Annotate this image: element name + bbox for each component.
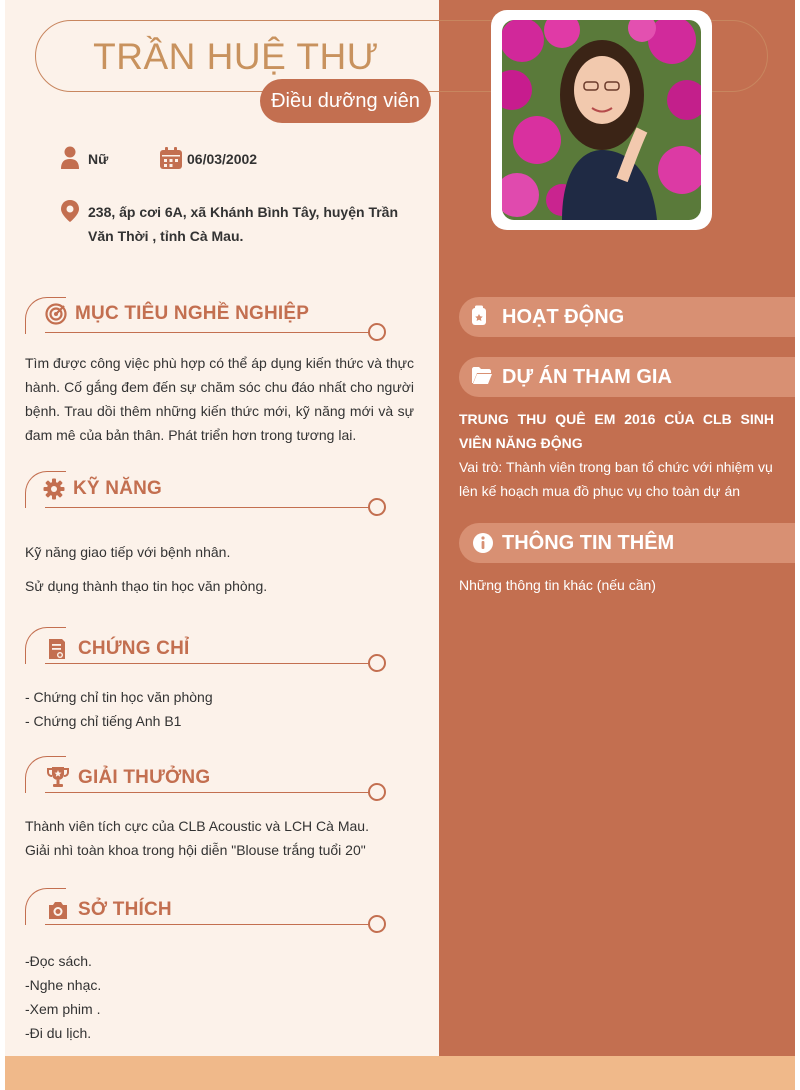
calendar-icon <box>159 146 183 170</box>
objective-text: Tìm được công việc phù hợp có thể áp dụng kiến thức và thực hành. Cố gắng đem đến sự chăm sóc chu đáo nhất cho người bệnh. Trau dồi thêm những kiến thức mới, kỹ năng mới và sự đam mê của bản thân. Phát triển hơn trong tương lai. <box>25 355 414 443</box>
section-dot <box>368 654 386 672</box>
activities-title: HOẠT ĐỘNG <box>502 306 625 328</box>
section-dot <box>368 498 386 516</box>
project-role: Vai trò: Thành viên trong ban tổ chức với nhiệm vụ lên kế hoạch mua đồ phục vụ cho toàn dự án <box>459 459 773 499</box>
profile-photo <box>502 20 701 220</box>
badge-icon <box>471 305 487 327</box>
user-icon <box>60 146 80 170</box>
gear-icon <box>43 478 65 500</box>
skills-title: KỸ NĂNG <box>73 478 163 499</box>
job-title-badge: Điều dưỡng viên <box>260 79 431 123</box>
award-item: Thành viên tích cực của CLB Acoustic và LCH Cà Mau. <box>25 818 369 834</box>
section-divider <box>45 332 370 333</box>
objective-title: MỤC TIÊU NGHỀ NGHIỆP <box>75 303 310 324</box>
section-dot <box>368 323 386 341</box>
certificate-icon <box>47 638 67 662</box>
trophy-icon <box>47 766 69 788</box>
candidate-name: TRẦN HUỆ THƯ <box>93 36 379 77</box>
section-divider <box>45 663 370 664</box>
section-divider <box>45 507 370 508</box>
certificate-item: - Chứng chỉ tiếng Anh B1 <box>25 713 182 729</box>
hobby-item: -Nghe nhạc. <box>25 977 102 993</box>
cv-page <box>5 0 795 1090</box>
project-name: TRUNG THU QUÊ EM 2016 CỦA CLB SINH VIÊN NĂNG ĐỘNG <box>459 411 774 451</box>
hobby-item: -Xem phim . <box>25 1001 101 1017</box>
hobbies-title: SỞ THÍCH <box>78 899 172 920</box>
certificate-item: - Chứng chỉ tin học văn phòng <box>25 689 213 705</box>
section-divider <box>45 792 370 793</box>
skill-item: Sử dụng thành thạo tin học văn phòng. <box>25 578 268 594</box>
certificates-title: CHỨNG CHỈ <box>78 638 190 659</box>
birthday-value: 06/03/2002 <box>187 151 258 167</box>
gender-value: Nữ <box>88 151 109 167</box>
map-pin-icon <box>60 199 80 223</box>
skill-item: Kỹ năng giao tiếp với bệnh nhân. <box>25 544 231 560</box>
folder-icon <box>471 366 493 386</box>
address-value: 238, ấp cơi 6A, xã Khánh Bình Tây, huyện Trần Văn Thời , tỉnh Cà Mau. <box>88 204 399 244</box>
footer-band <box>5 1056 795 1090</box>
section-divider <box>45 924 370 925</box>
section-dot <box>368 783 386 801</box>
hobby-item: -Đọc sách. <box>25 953 92 969</box>
awards-title: GIẢI THƯỞNG <box>78 767 211 788</box>
more-info-title: THÔNG TIN THÊM <box>502 532 675 554</box>
projects-title: DỰ ÁN THAM GIA <box>502 366 672 388</box>
hobby-item: -Đi du lịch. <box>25 1025 92 1041</box>
info-icon <box>472 532 494 554</box>
section-dot <box>368 915 386 933</box>
more-info-text: Những thông tin khác (nếu cần) <box>459 577 656 593</box>
award-item: Giải nhì toàn khoa trong hội diễn "Blouse trắng tuổi 20" <box>25 842 366 858</box>
target-icon <box>45 303 67 325</box>
camera-icon <box>47 899 69 921</box>
